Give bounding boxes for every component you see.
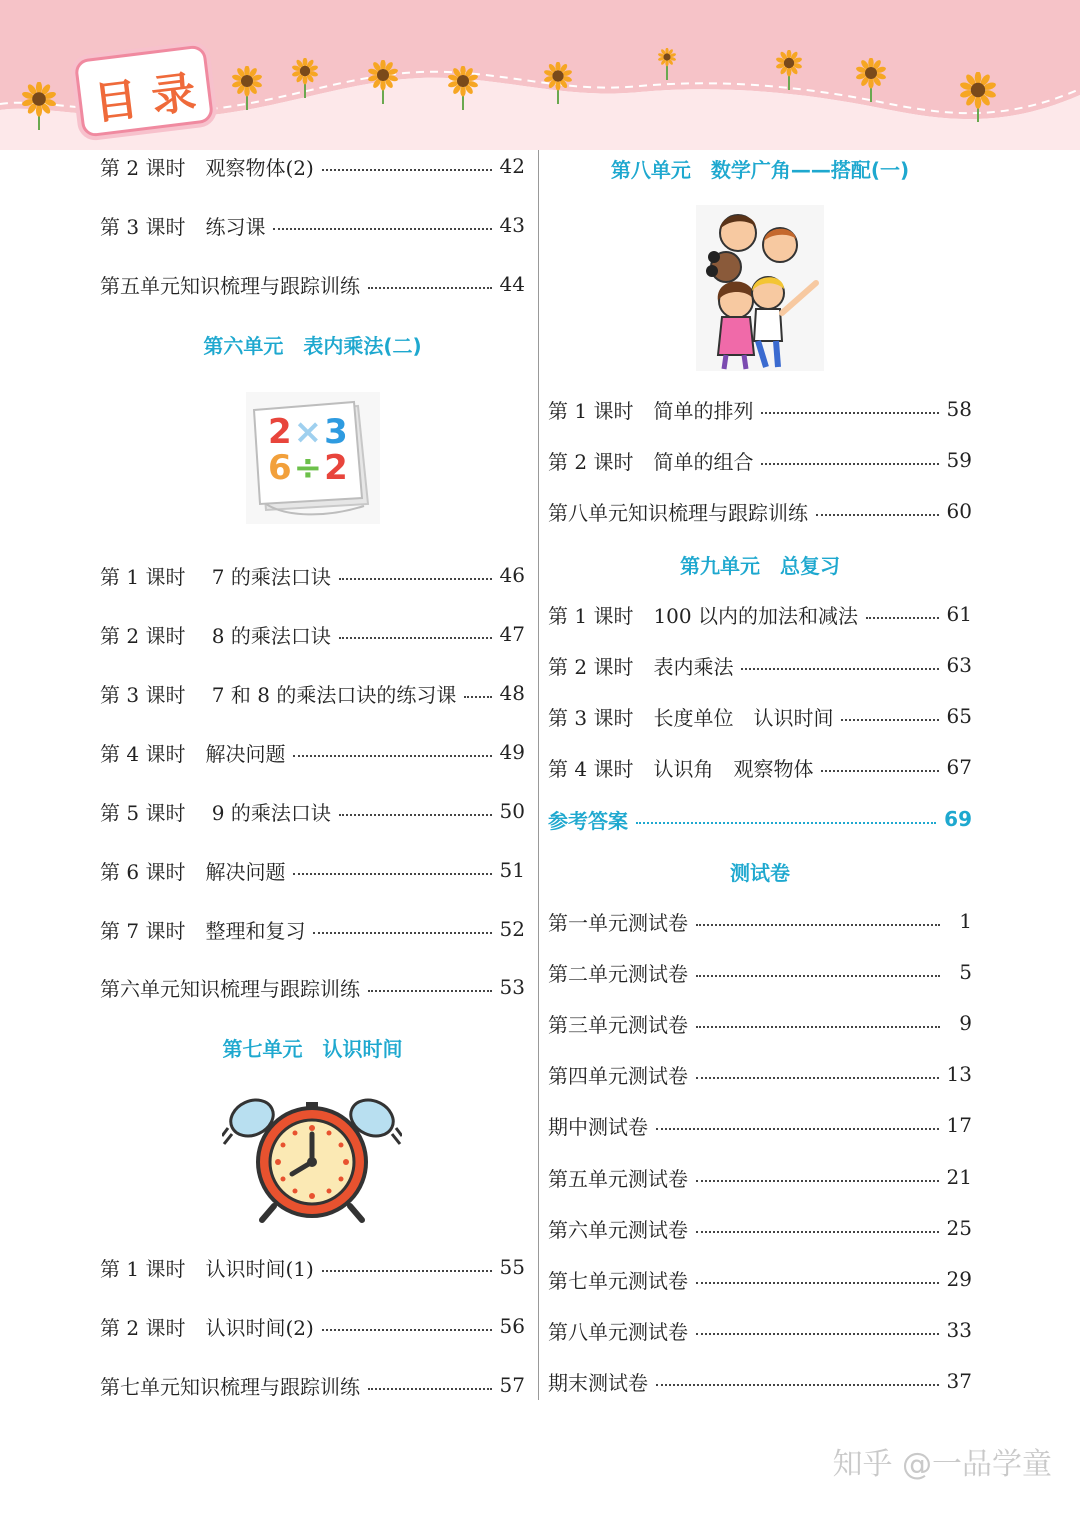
toc-row[interactable] [548,752,972,782]
toc-row[interactable] [100,269,525,299]
title-badge [74,44,215,138]
math-card-illustration [246,392,380,524]
toc-label: 第 3 课时 练习课 [100,214,266,239]
toc-page: 65 [946,704,972,728]
flower-icon [292,58,318,102]
flower-icon [368,60,398,108]
toc-row[interactable] [100,678,525,708]
toc-label: 期末测试卷 [548,1370,648,1395]
toc-label: 第八单元测试卷 [548,1319,688,1344]
toc-label: 第六单元测试卷 [548,1217,688,1242]
toc-row[interactable] [100,1252,525,1282]
unit8-heading: 第八单元 数学广角——搭配(一) [610,158,910,182]
toc-page: 56 [499,1314,525,1338]
flower-icon [448,66,478,114]
toc-page: 25 [946,1216,972,1240]
flower-icon [856,58,886,106]
toc-row[interactable] [100,1370,525,1400]
toc-label: 期中测试卷 [548,1114,648,1139]
toc-page: 57 [499,1373,525,1397]
toc-label: 第五单元知识梳理与跟踪训练 [100,273,360,298]
toc-row[interactable] [548,906,972,936]
toc-label: 第 2 课时 观察物体(2) [100,155,314,180]
toc-row[interactable] [100,619,525,649]
toc-page: 37 [946,1369,972,1393]
column-divider [538,150,539,1400]
toc-label: 第 6 课时 解决问题 [100,859,286,884]
toc-label: 第 2 课时 表内乘法 [548,654,734,679]
toc-row[interactable] [100,1311,525,1341]
toc-label: 第八单元知识梳理与跟踪训练 [548,500,808,525]
toc-label: 第五单元测试卷 [548,1166,688,1191]
toc-page: 9 [959,1011,972,1035]
toc-page: 42 [499,154,525,178]
toc-label: 第 5 课时 9 的乘法口诀 [100,800,331,825]
toc-label: 第三单元测试卷 [548,1012,688,1037]
toc-page: 46 [499,563,525,587]
answers-row[interactable] [548,804,972,834]
toc-label: 第 4 课时 认识角 观察物体 [548,756,814,781]
toc-row[interactable] [100,855,525,885]
flower-icon [544,62,572,108]
toc-page: 60 [946,499,972,523]
toc-label: 第七单元知识梳理与跟踪训练 [100,1374,360,1399]
toc-row[interactable] [548,1366,972,1396]
toc-page: 44 [499,272,525,296]
toc-page: 52 [499,917,525,941]
toc-row[interactable] [548,650,972,680]
toc-row[interactable] [548,1110,972,1140]
kids-illustration [696,205,824,371]
toc-page: 67 [946,755,972,779]
flower-icon [960,72,996,126]
toc-row[interactable] [548,599,972,629]
toc-row[interactable] [548,1213,972,1243]
unit9-heading: 第九单元 总复习 [680,554,840,578]
toc-page: 63 [946,653,972,677]
watermark: 知乎 @一品学童 [832,1447,1052,1482]
toc-row[interactable] [100,737,525,767]
header-banner [0,0,1080,150]
toc-row[interactable] [100,972,525,1002]
toc-label: 第 2 课时 简单的组合 [548,449,754,474]
toc-page: 21 [946,1165,972,1189]
toc-page: 49 [499,740,525,764]
toc-label: 第六单元知识梳理与跟踪训练 [100,976,360,1001]
toc-page: 55 [499,1255,525,1279]
toc-label: 第四单元测试卷 [548,1063,688,1088]
toc-page: 51 [499,858,525,882]
toc-page: 50 [499,799,525,823]
toc-label: 第 1 课时 认识时间(1) [100,1256,314,1281]
toc-page: 13 [946,1062,972,1086]
toc-page: 47 [499,622,525,646]
toc-label: 第 1 课时 简单的排列 [548,398,754,423]
page-title: 目录 [91,65,213,130]
toc-label: 第 7 课时 整理和复习 [100,918,306,943]
toc-page: 48 [499,681,525,705]
answers-page: 69 [944,807,972,831]
toc-page: 5 [959,960,972,984]
toc-label: 第 4 课时 解决问题 [100,741,286,766]
alarm-clock-illustration [222,1090,402,1225]
toc-row[interactable] [100,560,525,590]
math-card-text: 2×3 6÷2 [268,412,350,488]
toc-page: 43 [499,213,525,237]
toc-row[interactable] [548,1264,972,1294]
toc-page: 61 [946,602,972,626]
toc-row[interactable] [548,1008,972,1038]
toc-page: 17 [946,1113,972,1137]
toc-row[interactable] [548,701,972,731]
flower-icon [658,48,676,84]
flower-icon [232,66,262,114]
toc-row[interactable] [548,496,972,526]
toc-row[interactable] [100,796,525,826]
toc-page: 58 [946,397,972,421]
toc-row[interactable] [548,445,972,475]
flower-icon [22,82,56,134]
toc-label: 第七单元测试卷 [548,1268,688,1293]
toc-page: 33 [946,1318,972,1342]
toc-page: 59 [946,448,972,472]
toc-page: 53 [499,975,525,999]
toc-row[interactable] [100,151,525,181]
toc-row[interactable] [548,1315,972,1345]
toc-label: 第 2 课时 8 的乘法口诀 [100,623,331,648]
toc-row[interactable] [100,210,525,240]
toc-label: 第一单元测试卷 [548,910,688,935]
toc-label: 第 1 课时 100 以内的加法和减法 [548,603,858,628]
toc-row[interactable] [548,957,972,987]
unit7-heading: 第七单元 认识时间 [222,1037,403,1061]
toc-label: 第 3 课时 7 和 8 的乘法口诀的练习课 [100,682,457,707]
toc-label: 第 1 课时 7 的乘法口诀 [100,564,331,589]
toc-page: 1 [959,909,972,933]
toc-page: 29 [946,1267,972,1291]
answers-label: 参考答案 [548,808,628,833]
toc-label: 第二单元测试卷 [548,961,688,986]
toc-row[interactable] [548,1162,972,1192]
toc-label: 第 3 课时 长度单位 认识时间 [548,705,834,730]
tests-heading: 测试卷 [730,861,790,885]
unit6-heading: 第六单元 表内乘法(二) [203,334,422,358]
toc-row[interactable] [548,394,972,424]
flower-icon [776,50,802,94]
toc-row[interactable] [100,914,525,944]
toc-row[interactable] [548,1059,972,1089]
toc-label: 第 2 课时 认识时间(2) [100,1315,314,1340]
